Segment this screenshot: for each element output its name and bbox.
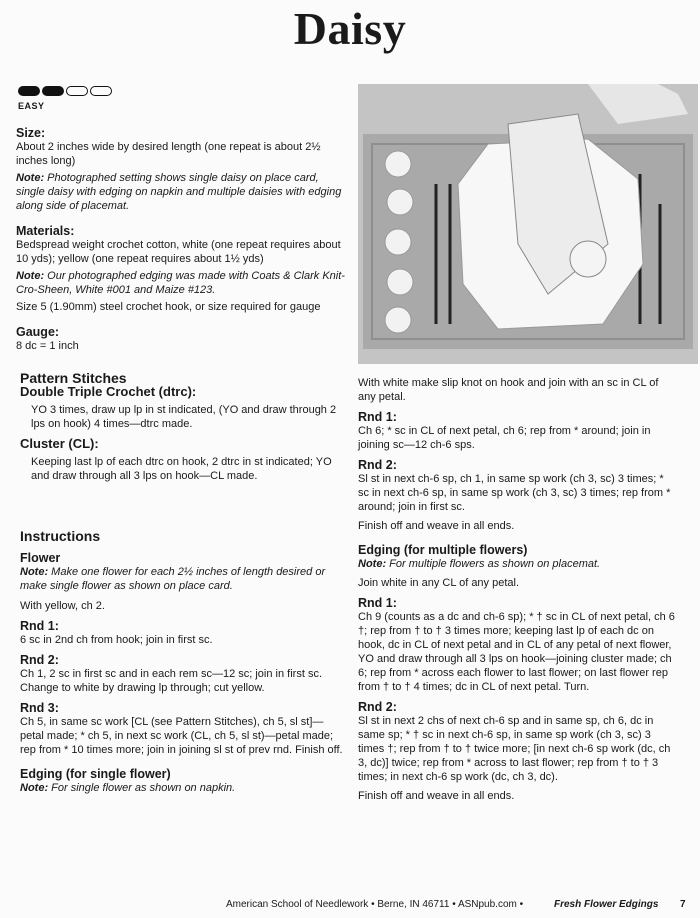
- placemat-illustration: [358, 84, 698, 364]
- edging-rnd1-label: Rnd 1:: [358, 410, 397, 424]
- cluster-text: Keeping last lp of each dtrc on hook, 2 dtrc in st indicated; YO and draw through all 3 lps on hook—CL made.: [31, 456, 332, 482]
- materials-note: [16, 269, 346, 297]
- size-text: About 2 inches wide by desired length (one repeat is about 2½ inches long): [16, 141, 321, 167]
- footer-publisher: American School of Needlework • Berne, IN 46711 • ASNpub.com •: [226, 899, 524, 910]
- dtrc-heading: Double Triple Crochet (dtrc):: [20, 384, 197, 399]
- flower-rnd2-label: Rnd 2:: [20, 653, 59, 667]
- footer-book-title: Fresh Flower Edgings: [554, 899, 659, 910]
- edging-single-heading: Edging (for single flower): [20, 767, 171, 781]
- join-white-text: Join white in any CL of any petal.: [358, 577, 520, 589]
- flower-note-text: Make one flower for each 2½ inches of length desired or make single flower as shown on place card.: [20, 566, 326, 592]
- materials-note-label: Note:: [16, 270, 45, 282]
- edging-rnd2-label: Rnd 2:: [358, 458, 397, 472]
- edging-multi-note: [358, 557, 676, 571]
- instructions-section: [20, 529, 346, 795]
- left-top-column: [16, 126, 346, 353]
- materials-line2: Size 5 (1.90mm) steel crochet hook, or size required for gauge: [16, 301, 321, 313]
- skill-level-bar: [66, 86, 88, 96]
- page-title: Daisy: [293, 3, 407, 54]
- size-note: [16, 171, 346, 213]
- size-note-text: Photographed setting shows single daisy on place card, single daisy with edging on napkin and multiple daisies with edging along side of placemat.: [16, 172, 342, 212]
- edging-finish: Finish off and weave in all ends.: [358, 520, 515, 532]
- instructions-heading: Instructions: [20, 528, 101, 544]
- skill-level-label: EASY: [18, 101, 45, 111]
- materials-note-text: Our photographed edging was made with Coats & Clark Knit-Cro-Sheen, White #001 and Maize #123.: [16, 270, 345, 296]
- gauge-heading: Gauge:: [16, 325, 60, 339]
- pattern-stitches-heading: Pattern Stitches: [20, 370, 127, 386]
- size-note-label: Note:: [16, 172, 45, 184]
- dtrc-text: YO 3 times, draw up lp in st indicated, (YO and draw through 2 lps on hook) 4 times—dtrc made.: [31, 404, 337, 430]
- flower-note-label: Note:: [20, 566, 49, 578]
- page-number: 7: [680, 899, 686, 910]
- flower-rnd1-label: Rnd 1:: [20, 619, 59, 633]
- skill-level-bar: [90, 86, 112, 96]
- edging-single-note-label: Note:: [20, 782, 49, 794]
- multi-finish: Finish off and weave in all ends.: [358, 790, 515, 802]
- pattern-stitches-section: [20, 371, 346, 483]
- right-column: [358, 376, 676, 803]
- edging-rnd2-text: Sl st in next ch-6 sp, ch 1, in same sp work (ch 3, sc) 3 times; * sc in next ch-6 sp, in same sp work (ch 3, sc) 3 times; rep from * around; join in first sc.: [358, 473, 671, 513]
- multi-rnd2-text: Sl st in next 2 chs of next ch-6 sp and in same sp, ch 6, dc in same sp; * † sc in next ch-6 sp, in same sp work (ch 3, sc) 3 times †; rep from † to † twice more; [in next ch-6 sp work (dc, ch 3, dc)] twice; rep from * across to last flower; rep from † to † 3 times; in next ch-6 sp work (dc, ch 3, dc).: [358, 715, 671, 783]
- cluster-heading: Cluster (CL):: [20, 436, 99, 451]
- edging-rnd1-text: Ch 6; * sc in CL of next petal, ch 6; rep from * around; join in joining sc—12 ch-6 sps.: [358, 425, 651, 451]
- flower-rnd2-text: Ch 1, 2 sc in first sc and in each rem sc—12 sc; join in first sc. Change to white by drawing lp through; cut yellow.: [20, 668, 322, 694]
- gauge-text: 8 dc = 1 inch: [16, 340, 79, 352]
- skill-level-bar: [18, 86, 40, 96]
- size-heading: Size:: [16, 126, 46, 140]
- multi-rnd2-label: Rnd 2:: [358, 700, 397, 714]
- edging-single-note: [20, 781, 346, 795]
- edging-multi-heading: Edging (for multiple flowers): [358, 543, 528, 557]
- materials-heading: Materials:: [16, 224, 75, 238]
- edging-intro: With white make slip knot on hook and join with an sc in CL of any petal.: [358, 377, 659, 403]
- materials-line1: Bedspread weight crochet cotton, white (one repeat requires about 10 yds); yellow (one repeat requires about 1½ yds): [16, 239, 341, 265]
- flower-rnd1-text: 6 sc in 2nd ch from hook; join in first sc.: [20, 634, 213, 646]
- skill-level-bars: [18, 86, 112, 96]
- with-yellow-text: With yellow, ch 2.: [20, 600, 105, 612]
- flower-rnd3-label: Rnd 3:: [20, 701, 59, 715]
- multi-rnd1-text: Ch 9 (counts as a dc and ch-6 sp); * † sc in CL of next petal, ch 6 †; rep from † to † 3 times more; keeping last lp of each dc on hook, dc in CL of next petal and in CL of any petal of next flower, YO and draw through all 3 lps on hook—joining cluster made; ch 6; rep from * across each flower to last flower; on last flower rep from † to † 4 times; dc in CL of next petal. Turn.: [358, 611, 675, 693]
- flower-heading: Flower: [20, 551, 61, 565]
- multi-rnd1-label: Rnd 1:: [358, 596, 397, 610]
- flower-note: [20, 565, 346, 593]
- placemat-photo: [358, 84, 698, 364]
- edging-single-note-text: For single flower as shown on napkin.: [48, 782, 236, 794]
- edging-multi-note-label: Note:: [358, 558, 387, 570]
- skill-level-indicator: [18, 86, 112, 111]
- edging-multi-note-text: For multiple flowers as shown on placemat.: [386, 558, 601, 570]
- skill-level-bar: [42, 86, 64, 96]
- flower-rnd3-text: Ch 5, in same sc work [CL (see Pattern Stitches), ch 5, sl st]—petal made; * ch 5, in next sc work (CL, ch 5, sl st)—petal made; rep from * 10 times more; join in joining sl st of prev rnd. Finish off.: [20, 716, 343, 756]
